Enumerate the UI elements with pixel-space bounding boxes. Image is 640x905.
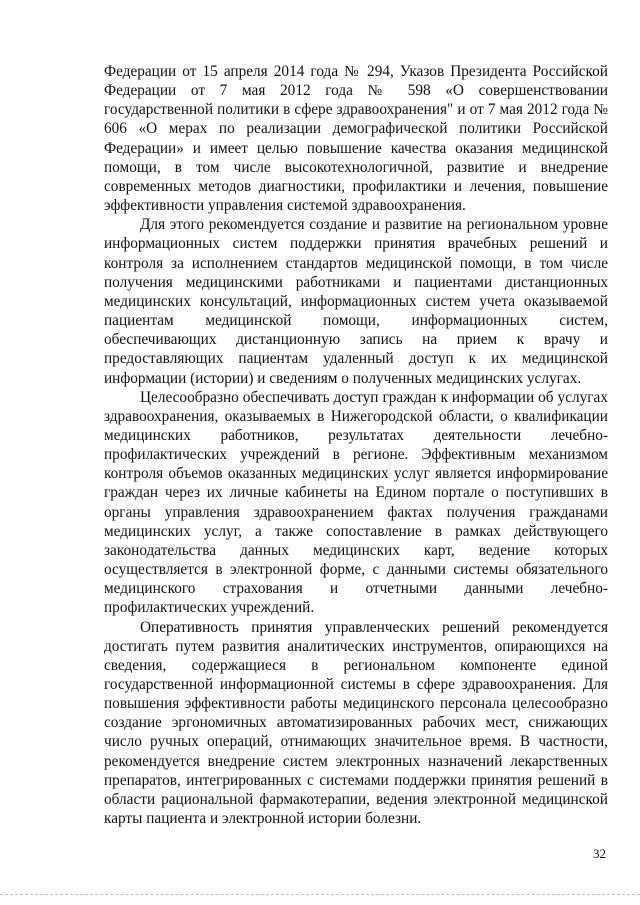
page-number: 32 [593,846,606,861]
paragraph-4: Оперативность принятия управленческих решений рекомендуется достигать путем развития аналитических инструментов, опирающихся на сведения, содержащиеся в региональном компоненте единой государственной информационной системы в сфере здравоохранения. Для повышения эффективности работы медицинского персонала целесообразно создание эргономичных автоматизированных рабочих мест, снижающих число ручных операций, отнимающих значительное время. В частности, рекомендуется внедрение систем электронных назначений лекарственных препаратов, интегрированных с системами поддержки принятия решений в области рациональной фармакотерапии, ведения электронной медицинской карты пациента и электронной истории болезни. [104,618,608,828]
bottom-dashed-rule [0,894,640,895]
paragraph-2: Для этого рекомендуется создание и развитие на региональном уровне информационных систем поддержки принятия врачебных решений и контроля за исполнением стандартов медицинской помощи, в том числе получения медицинскими работниками и пациентами дистанционных медицинских консультаций, информационных систем учета оказываемой пациентам медицинской помощи, информационных систем, обеспечивающих дистанционную запись на прием к врачу и предоставляющих пациентам удаленный доступ к их медицинской информации (истории) и сведениям о полученных медицинских услугах. [104,216,608,387]
paragraph-1: Федерации от 15 апреля 2014 года № 294, Указов Президента Российской Федерации от 7 мая 2012 года № 598 «О совершенствовании государственной политики в сфере здравоохранения" и от 7 мая 2012 года № 606 «О мерах по реализации демографической политики Российской Федерации» и имеет целью повышение качества оказания медицинской помощи, в том числе высокотехнологичной, развитие и внедрение современных методов диагностики, профилактики и лечения, повышение эффективности управления системой здравоохранения. [104,63,608,215]
body-text [104,62,608,828]
paragraph-3: Целесообразно обеспечивать доступ граждан к информации об услугах здравоохранения, оказываемых в Нижегородской области, о квалификации медицинских работников, результатах деятельности лечебно-профилактических учреждений в регионе. Эффективным механизмом контроля объемов оказанных медицинских услуг является информирование граждан через их личные кабинеты на Едином портале о поступивших в органы управления здравоохранением фактах получения гражданами медицинских услуг, а также сопоставление в рамках действующего законодательства данных медицинских карт, ведение которых осуществляется в электронной форме, с данными системы обязательного медицинского страхования и отчетными данными лечебно-профилактических учреждений. [104,388,608,617]
